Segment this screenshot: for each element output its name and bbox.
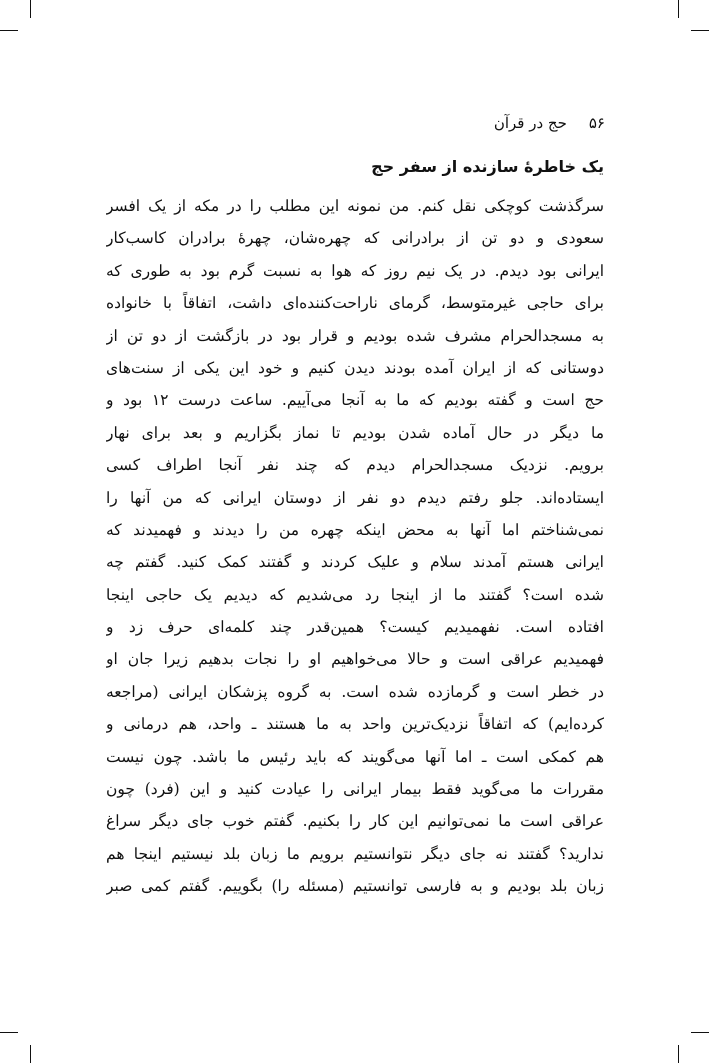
text-line: دوستانی که از ایران آمده بودند دیدن کنیم و خود این یکی از سنت‌های [106, 358, 604, 377]
text-line: فهمیدیم عراقی است و حالا می‌خواهیم او را نجات بدهیم زیرا جان او [106, 650, 604, 669]
text-line: عراقی است ما نمی‌توانیم این کار را بکنیم. گفتم خوب جای دیگر سراغ [106, 812, 604, 831]
text-line: ایرانی بود دیدم. در یک نیم روز که هوا به نسبت گرم بود به طوری که [106, 261, 604, 280]
page-number: ۵۶ [588, 114, 605, 132]
crop-mark-top-right-vertical [678, 0, 679, 18]
text-line: برویم. نزدیک مسجدالحرام دیدم که چند نفر آنجا اطراف کسی [106, 456, 604, 475]
section-heading: یک خاطرهٔ سازنده از سفر حج [371, 157, 604, 176]
crop-mark-bottom-left-horizontal [0, 1032, 18, 1033]
crop-mark-bottom-left-vertical [30, 1045, 31, 1063]
crop-mark-top-left-horizontal [0, 30, 18, 31]
text-line: به مسجدالحرام مشرف شده بودیم و قرار بود در بازگشت از دو تن از [106, 326, 604, 345]
crop-mark-bottom-right-horizontal [691, 1032, 709, 1033]
book-title: حج در قرآن [493, 114, 567, 132]
body-text [106, 190, 604, 903]
text-line: حج است و گفته بودیم که ما به آنجا می‌آییم. ساعت درست ۱۲ بود و [106, 391, 604, 410]
crop-mark-bottom-right-vertical [678, 1045, 679, 1063]
running-head [494, 114, 605, 132]
text-line: ایستاده‌اند. جلو رفتم دیدم دو نفر از دوستان ایرانی که من آنها را [106, 488, 604, 507]
text-line: هم کمکی است ـ اما آنها می‌گویند که باید رئیس ما باشد. چون نیست [106, 747, 604, 766]
text-line: نمی‌شناختم اما آنها به محض اینکه چهره من را دیدند و فهمیدند که [106, 520, 604, 539]
crop-mark-top-right-horizontal [691, 30, 709, 31]
text-line: کرده‌ایم) که اتفاقاً نزدیک‌ترین واحد به ما هستند ـ واحد، هم درمانی و [106, 715, 604, 734]
text-line: سعودی و دو تن از برادرانی که چهره‌شان، چهرهٔ برادران کاسب‌کار [106, 229, 604, 248]
text-line: ما دیگر در حال آماده شدن بودیم تا نماز بگزاریم و بعد برای نهار [106, 423, 604, 442]
text-line: ندارید؟ گفتند نه جای دیگر نتوانستیم برویم ما زبان بلد نیستیم اینجا هم [106, 844, 604, 863]
text-line: زبان بلد بودیم و به فارسی توانستیم (مسئله را) بگوییم. گفتم کمی صبر [106, 877, 604, 896]
text-line: ایرانی هستم آمدند سلام و علیک کردند و گفتند کمک کنید. گفتم چه [106, 553, 604, 572]
text-line: افتاده است. نفهمیدیم کیست؟ همین‌قدر چند کلمه‌ای حرف زد و [106, 618, 604, 637]
text-line: مقررات ما می‌گوید فقط بیمار ایرانی را عیادت کنید و این (فرد) چون [106, 780, 604, 799]
text-line: شده است؟ گفتند ما از اینجا رد می‌شدیم که دیدیم یک حاجی اینجا [106, 585, 604, 604]
text-line: سرگذشت کوچکی نقل کنم. من نمونه این مطلب را در مکه از یک افسر [106, 197, 604, 215]
text-line: برای حاجی غیرمتوسط، گرمای ناراحت‌کننده‌ای داشت، اتفاقاً با خانواده [106, 294, 604, 313]
page-content [106, 154, 604, 903]
crop-mark-top-left-vertical [30, 0, 31, 18]
text-line: در خطر است و گرمازده شده است. به گروه پزشکان ایرانی (مراجعه [106, 682, 604, 701]
